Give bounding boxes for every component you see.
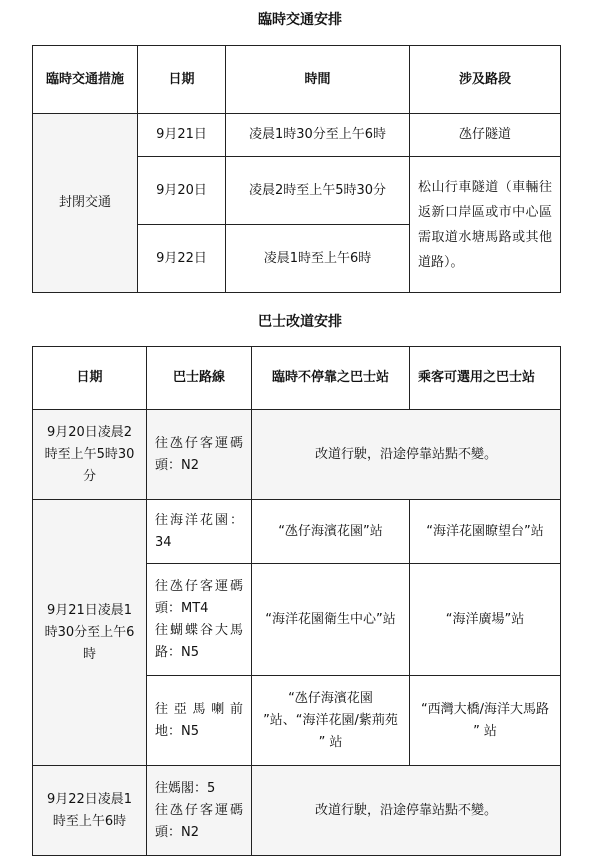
route-line: 往蝴蝶谷大馬路：N5	[155, 622, 243, 660]
date-cell: 9月20日凌晨2時至上午5時30分	[33, 410, 147, 500]
bus-header-row	[33, 347, 561, 410]
bus-row	[33, 500, 561, 564]
traffic-section-title: 臨時交通安排	[258, 12, 342, 28]
bus-table	[32, 346, 561, 856]
alternative-stop-cell: “海洋廣場”站	[410, 564, 561, 676]
suspended-stop-cell: “海洋花園衛生中心”站	[252, 564, 410, 676]
header-suspended-stop: 臨時不停靠之巴士站	[252, 347, 410, 410]
merged-note-cell: 改道行駛，沿途停靠站點不變。	[252, 766, 561, 856]
time-cell: 凌晨1時至上午6時	[226, 225, 410, 293]
measure-cell: 封閉交通	[33, 114, 138, 293]
route-cell	[147, 766, 252, 856]
header-section: 涉及路段	[410, 46, 561, 114]
route-cell	[147, 564, 252, 676]
header-alternative-stop: 乘客可選用之巴士站	[410, 347, 561, 410]
header-route: 巴士路線	[147, 347, 252, 410]
traffic-row	[33, 114, 561, 157]
bus-row	[33, 766, 561, 856]
time-cell: 凌晨1時30分至上午6時	[226, 114, 410, 157]
alternative-stop-cell: “西灣大橋/海洋大馬路 ” 站	[410, 676, 561, 766]
date-cell: 9月21日	[138, 114, 226, 157]
route-cell: 往海洋花園：34	[147, 500, 252, 564]
traffic-header-row	[33, 46, 561, 114]
route-cell: 往亞馬喇前地：N5	[147, 676, 252, 766]
suspended-stop-cell: “氹仔海濱花園”站	[252, 500, 410, 564]
route-cell: 往氹仔客運碼頭：N2	[147, 410, 252, 500]
header-date: 日期	[138, 46, 226, 114]
header-date: 日期	[33, 347, 147, 410]
route-line: 往媽閣：5	[155, 780, 216, 796]
traffic-table	[32, 45, 561, 293]
bus-row	[33, 410, 561, 500]
route-line: 往氹仔客運碼頭：N2	[155, 802, 243, 840]
date-cell: 9月22日凌晨1時至上午6時	[33, 766, 147, 856]
alternative-stop-cell: “海洋花園瞭望台”站	[410, 500, 561, 564]
date-cell: 9月21日凌晨1時30分至上午6時	[33, 500, 147, 766]
header-measure: 臨時交通措施	[33, 46, 138, 114]
section-cell: 氹仔隧道	[410, 114, 561, 157]
time-cell: 凌晨2時至上午5時30分	[226, 157, 410, 225]
section-cell: 松山行車隧道（車輛往返新口岸區或市中心區需取道水塘馬路或其他道路）。	[410, 157, 561, 293]
date-cell: 9月22日	[138, 225, 226, 293]
bus-section-title: 巴士改道安排	[258, 314, 342, 330]
suspended-stop-cell: “氹仔海濱花園 ”站、“海洋花園/紫荊苑 ” 站	[252, 676, 410, 766]
merged-note-cell: 改道行駛，沿途停靠站點不變。	[252, 410, 561, 500]
date-cell: 9月20日	[138, 157, 226, 225]
header-time: 時間	[226, 46, 410, 114]
route-line: 往氹仔客運碼頭：MT4	[155, 578, 243, 616]
